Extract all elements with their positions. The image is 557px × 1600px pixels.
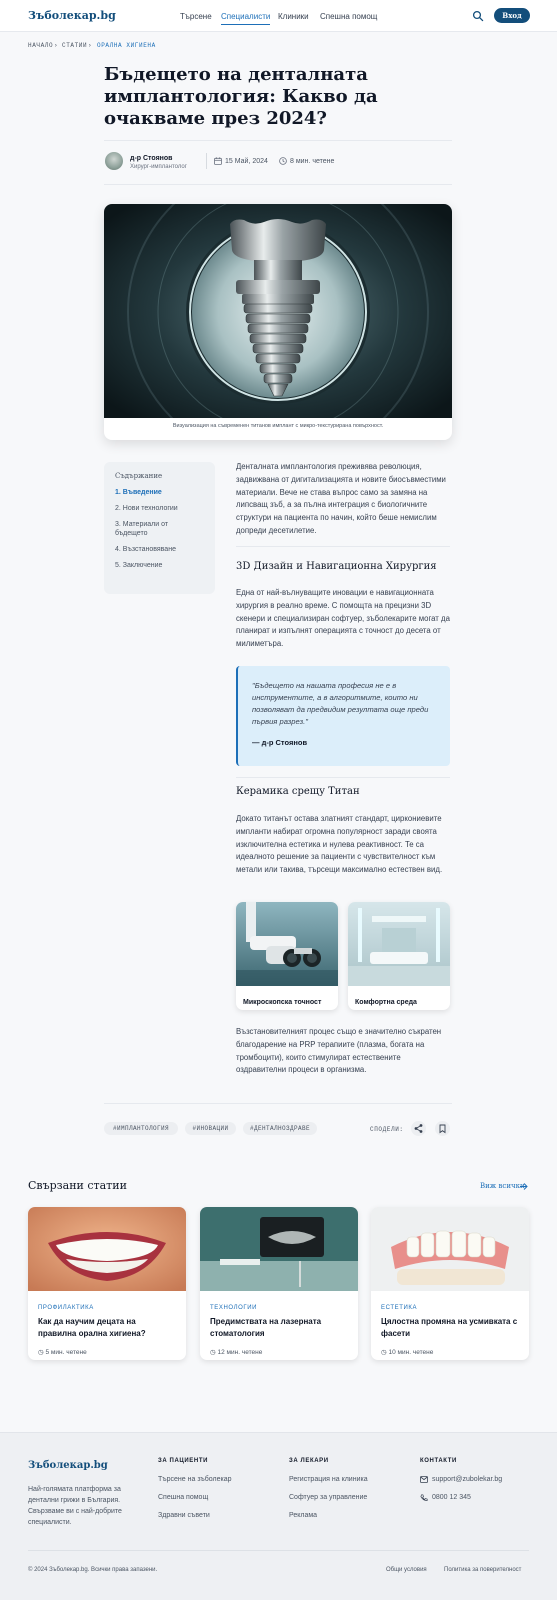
divider xyxy=(206,153,207,169)
publish-date: 15 Май, 2024 xyxy=(225,158,268,165)
footer-heading-patients: ЗА ПАЦИЕНТИ xyxy=(158,1458,209,1464)
article-category: ТЕХНОЛОГИИ xyxy=(210,1305,258,1311)
toc-item-conclusion[interactable]: 5. Заключение xyxy=(115,562,163,569)
clinic-room-image xyxy=(348,902,450,986)
toc-item-technologies[interactable]: 2. Нови технологии xyxy=(115,505,178,512)
divider xyxy=(28,1550,529,1551)
dental-office-image xyxy=(200,1207,358,1291)
section-heading-ceramics: Керамика срещу Титан xyxy=(236,786,360,797)
article-category: ЕСТЕТИКА xyxy=(381,1305,418,1311)
footer-heading-contacts: КОНТАКТИ xyxy=(420,1458,457,1464)
breadcrumb-home[interactable]: НАЧАЛО xyxy=(28,42,54,49)
footer-link[interactable]: Търсене на зъболекар xyxy=(158,1476,232,1483)
image-card-clinic xyxy=(348,902,450,1010)
bookmark-button[interactable] xyxy=(435,1121,450,1136)
footer-link[interactable]: Спешна помощ xyxy=(158,1494,209,1501)
nav-search[interactable]: Търсене xyxy=(180,12,212,21)
site-logo[interactable]: Зъболекар.bg xyxy=(28,9,116,22)
tag-innovations[interactable]: #ИНОВАЦИИ xyxy=(185,1122,236,1135)
avatar xyxy=(105,152,123,170)
chevron-right-icon: › xyxy=(88,42,93,49)
table-of-contents xyxy=(104,462,215,594)
bookmark-icon xyxy=(435,1121,450,1136)
read-time: ◷ 10 мин. четене xyxy=(381,1349,434,1356)
phone-icon xyxy=(420,1494,428,1502)
veneers-image xyxy=(371,1207,529,1291)
footer-phone[interactable]: 0800 12 345 xyxy=(432,1494,471,1501)
page-title: Бъдещето на денталната имплантология: Какво да очакваме през 2024? xyxy=(104,64,378,129)
search-icon[interactable] xyxy=(472,10,484,22)
related-card[interactable] xyxy=(200,1207,358,1360)
quote-text: "Бъдещето на нашата професия не е в инструментите, а в алгоритмите, които ни позволяват да предвидим резултата още преди първия разрез." xyxy=(252,681,429,726)
read-time-text: 12 мин. четене xyxy=(217,1349,263,1356)
footer-link[interactable]: Реклама xyxy=(289,1512,318,1519)
related-title: Свързани статии xyxy=(28,1179,127,1192)
related-card[interactable] xyxy=(28,1207,186,1360)
divider xyxy=(104,140,452,141)
footer-description: Най-голямата платформа за дентални грижи в България. Свързваме ви с най-добрите специалисти. xyxy=(28,1486,122,1526)
related-card[interactable] xyxy=(371,1207,529,1360)
author-name[interactable]: д-р Стоянов xyxy=(130,155,173,162)
author-role: Хирург-имплантолог xyxy=(130,164,187,170)
read-time-text: 5 мин. четене xyxy=(45,1349,87,1356)
nav-clinics[interactable]: Клиники xyxy=(278,12,309,21)
calendar-icon xyxy=(214,157,222,165)
microscope-image xyxy=(236,902,338,986)
article-category: ПРОФИЛАКТИКА xyxy=(38,1305,94,1311)
toc-item-recovery[interactable]: 4. Възстановяване xyxy=(115,546,176,553)
read-time-text: 10 мин. четене xyxy=(388,1349,434,1356)
footer-email[interactable]: support@zubolekar.bg xyxy=(432,1476,503,1483)
dental-implant-image xyxy=(104,204,452,418)
breadcrumb-articles[interactable]: СТАТИИ xyxy=(62,42,88,49)
smile-image xyxy=(28,1207,186,1291)
footer-link[interactable]: Софтуер за управление xyxy=(289,1494,368,1501)
nav-emergency[interactable]: Спешна помощ xyxy=(320,12,378,21)
read-time: 8 мин. четене xyxy=(290,158,335,165)
article-title[interactable]: Цялостна промяна на усмивката с фасети xyxy=(381,1317,518,1338)
arrow-right-icon[interactable] xyxy=(519,1182,528,1191)
read-time: ◷ 12 мин. четене xyxy=(210,1349,263,1356)
section-heading-3d: 3D Дизайн и Навигационна Хирургия xyxy=(236,561,437,572)
image-card-label: Комфортна среда xyxy=(355,999,417,1006)
paragraph-recovery: Възстановителният процес също е значително съкратен благодарение на PRP терапиите (плазма, богата на тромбоцити), които стимулират естествените оздравителни процеси в организма. xyxy=(236,1027,442,1075)
divider xyxy=(104,184,452,185)
toc-item-intro[interactable]: 1. Въведение xyxy=(115,489,162,496)
chevron-right-icon: › xyxy=(54,42,59,49)
quote-author: — д-р Стоянов xyxy=(252,738,308,747)
breadcrumb-current: ОРАЛНА ХИГИЕНА xyxy=(97,42,156,49)
paragraph-3d: Една от най-вълнуващите иновации е навигационната хирургия в реално време. С помощта на прецизни 3D скенери и специализиран софтуер, зъболекарите могат да планират и изпълнят операцията с точност до десета от милиметъра. xyxy=(236,588,450,649)
footer-link[interactable]: Здравни съвети xyxy=(158,1512,210,1519)
paragraph-ceramics: Докато титанът остава златният стандарт, циркониевите импланти набират огромна популярност заради своята изключителна естетика и нулева реактивност. Те са идеалното решение за пациенти с чувствителност към метали или такива, търсещи максимално естествен вид. xyxy=(236,814,443,875)
toc-item-materials[interactable]: 3. Материали от бъдещето xyxy=(115,521,169,537)
view-all-link[interactable]: Виж всички xyxy=(480,1182,525,1190)
article-title[interactable]: Предимствата на лазерната стоматология xyxy=(210,1317,322,1338)
mail-icon xyxy=(420,1476,428,1483)
article-title[interactable]: Как да научим децата на правилна орална хигиена? xyxy=(38,1317,146,1338)
divider xyxy=(236,546,450,547)
image-caption: Визуализация на съвременен титанов имплант с микро-текстурирана повърхност. xyxy=(172,423,384,429)
divider xyxy=(104,1103,452,1104)
footer-logo[interactable]: Зъболекар.bg xyxy=(28,1460,108,1471)
tag-implantology[interactable]: #ИМПЛАНТОЛОГИЯ xyxy=(104,1122,178,1135)
terms-link[interactable]: Общи условия xyxy=(386,1567,427,1573)
clock-icon xyxy=(279,157,287,165)
read-time: ◷ 5 мин. четене xyxy=(38,1349,87,1356)
divider xyxy=(236,777,450,778)
share-button[interactable] xyxy=(411,1121,426,1136)
nav-specialists[interactable]: Специалисти xyxy=(221,12,270,25)
login-button[interactable]: Вход xyxy=(494,8,530,23)
tag-dental-health[interactable]: #ДЕНТАЛНОЗДРАВЕ xyxy=(243,1122,317,1135)
image-card-label: Микроскопска точност xyxy=(243,999,322,1006)
privacy-link[interactable]: Политика за поверителност xyxy=(444,1567,522,1573)
share-label: СПОДЕЛИ: xyxy=(370,1126,404,1133)
toc-title: Съдържание xyxy=(115,472,163,480)
pull-quote xyxy=(236,666,450,766)
footer-heading-doctors: ЗА ЛЕКАРИ xyxy=(289,1458,329,1464)
hero-image-card xyxy=(104,204,452,440)
image-card-microscope xyxy=(236,902,338,1010)
share-icon xyxy=(411,1121,426,1136)
footer-link[interactable]: Регистрация на клиника xyxy=(289,1476,368,1483)
copyright: © 2024 Зъболекар.bg. Всички права запазени. xyxy=(28,1567,158,1573)
paragraph-intro: Денталната имплантология преживява революция, задвижвана от дигитализацията и новите биосъвместими материали. Вече не става въпрос само за замяна на липсващ зъб, а за пълна интеграция с биологичните структури на пациента по начин, който беше немислим допреди десетилетие. xyxy=(236,462,446,535)
